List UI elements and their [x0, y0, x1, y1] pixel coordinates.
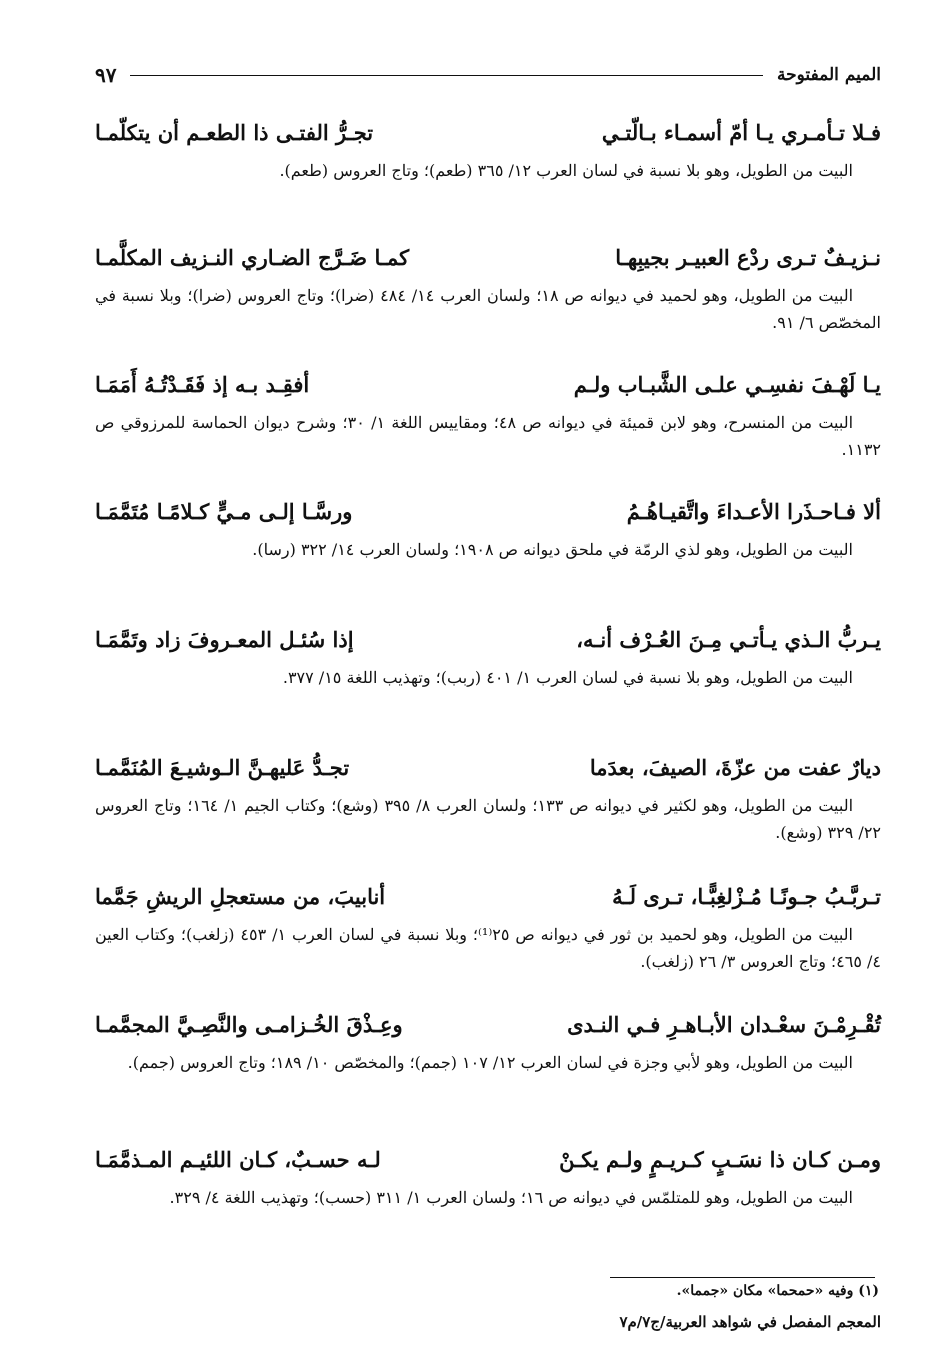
verse-hemistich-first: تُقْـرِمْـنَ سعْـدان الأبـاهـرِ فـي النـدى [567, 1012, 881, 1037]
footnote-rule [610, 1277, 875, 1278]
verse-note: البيت من المنسرح، وهو لابن قميئة في ديوانه ص ٤٨؛ ومقاييس اللغة ١/ ٣٠؛ وشرح ديوان الحماسة للمرزوقي ص ١١٣٢. [95, 413, 881, 459]
verse-note: البيت من الطويل، وهو لحميد في ديوانه ص ١٨؛ ولسان العرب ١٤/ ٤٨٤ (ضرا)؛ وتاج العروس (ضرا)؛ وبلا نسبة في المخصّص ٦/ ٩١. [95, 286, 881, 332]
page-number: ٩٧ [95, 63, 117, 87]
poetry-entry [95, 1140, 881, 1211]
page-header [95, 58, 881, 92]
verse-hemistich-first: نـزيـفٌ تـرى ردْع العبيـر بجيبِهـا [615, 245, 881, 270]
verse-line [95, 877, 881, 917]
verse-note: البيت من الطويل، وهو بلا نسبة في لسان العرب ١/ ٤٠١ (ربب)؛ وتهذيب اللغة ١٥/ ٣٧٧. [282, 668, 853, 687]
verse-line [95, 1005, 881, 1045]
verse-hemistich-first: يـا لَهْـفَ نفسِـي علـى الشَّبـاب ولـم [573, 372, 881, 397]
verse-hemistich-first: يـربُّ الـذي يـأتـي مِـنَ العُـرْف أنـه، [576, 627, 881, 652]
footnote: (١) وفيه «حمحما» مكان «جمما». [676, 1283, 879, 1299]
verse-hemistich-second: إذا سُئـل المعـروفَ زاد وتَمَّمَـا [95, 627, 354, 652]
poetry-entry [95, 113, 881, 184]
verse-hemistich-first: ألا فـاحـذَرا الأعـداءَ واتَّقيـاهُـمُ [626, 499, 881, 524]
poetry-entry [95, 238, 881, 336]
verse-note: البيت من الطويل، وهو للمتلمّس في ديوانه ص ١٦؛ ولسان العرب ١/ ٣١١ (حسب)؛ وتهذيب اللغة ٤/ ٣٢٩. [169, 1188, 853, 1207]
verse-line [95, 620, 881, 660]
verse-hemistich-first: ومـن كـان ذا نسَـبٍ كـريـمٍ ولـم يكـنْ [559, 1147, 881, 1172]
poetry-entry [95, 620, 881, 691]
verse-line [95, 1140, 881, 1180]
verse-hemistich-second: وعِـذْقَ الخُـزامـى والنَّصِـيَّ المجمَّمـا [95, 1012, 403, 1037]
verse-line [95, 365, 881, 405]
verse-hemistich-second: تجـدُّ عَليهـنَّ الـوشيـعَ المُنَمَّمـا [95, 755, 350, 780]
verse-hemistich-first: فـلا تـأمـري يـا أمّ أسمـاء بـالّتـي [601, 120, 881, 145]
verse-line [95, 748, 881, 788]
header-rule [130, 75, 763, 76]
verse-hemistich-first: ديارٌ عفت من عزّةَ، الصيفَ، بعدَما [589, 755, 881, 780]
verse-hemistich-second: تجـرُّ الفتـى ذا الطعـم أن يتكلّمـا [95, 120, 374, 145]
verse-hemistich-second: أفقِـد بـه إذ فَقَـدْتُـهُ أَمَمَـا [95, 372, 310, 397]
verse-hemistich-second: لـه حسـبٌ، كـان اللئيـم المـذمَّمَـا [95, 1147, 381, 1172]
poetry-entry [95, 877, 881, 975]
verse-note: البيت من الطويل، وهو بلا نسبة في لسان العرب ١٢/ ٣٦٥ (طعم)؛ وتاج العروس (طعم). [279, 161, 853, 180]
poetry-entry [95, 492, 881, 563]
verse-note: البيت من الطويل، وهو لكثير في ديوانه ص ١٣٣؛ ولسان العرب ٨/ ٣٩٥ (وشع)؛ وكتاب الجيم ١/ ١٦٤؛ وتاج العروس ٢٢/ ٣٢٩ (وشع). [95, 796, 881, 842]
book-footer: المعجم المفصل في شواهد العربية/ج٧/م٧ [619, 1313, 881, 1331]
verse-line [95, 113, 881, 153]
verse-hemistich-first: تـربَّـبُ جـونًـا مُـزْلغِبًّـا، تـرى لَـهُ [612, 884, 881, 909]
verse-note: البيت من الطويل، وهو لذي الرمّة في ملحق ديوانه ص ١٩٠٨؛ ولسان العرب ١٤/ ٣٢٢ (رسا). [252, 540, 853, 559]
verse-line [95, 492, 881, 532]
verse-note: البيت من الطويل، وهو لحميد بن ثور في ديوانه ص ٢٥⁽¹⁾؛ وبلا نسبة في لسان العرب ١/ ٤٥٣ (زلغب)؛ وكتاب العين ٤/ ٤٦٥؛ وتاج العروس ٣/ ٢٦ (زلغب). [95, 925, 881, 971]
verse-note: البيت من الطويل، وهو لأبي وجزة في لسان العرب ١٢/ ١٠٧ (جمم)؛ والمخصّص ١٠/ ١٨٩؛ وتاج العروس (جمم). [127, 1053, 853, 1072]
verse-hemistich-second: أنابيبَ، من مستعجلِ الريشِ جَمَّما [95, 884, 386, 909]
verse-hemistich-second: ورسَّـا إلـى مـيٍّ كـلامًـا مُتَمَّمَـا [95, 499, 353, 524]
verse-line [95, 238, 881, 278]
verse-hemistich-second: كمـا ضَـرَّج الضـاري النـزيف المكلَّمـا [95, 245, 410, 270]
poetry-entry [95, 365, 881, 463]
running-title: الميم المفتوحة [777, 65, 881, 85]
poetry-entry [95, 748, 881, 846]
poetry-entry [95, 1005, 881, 1076]
